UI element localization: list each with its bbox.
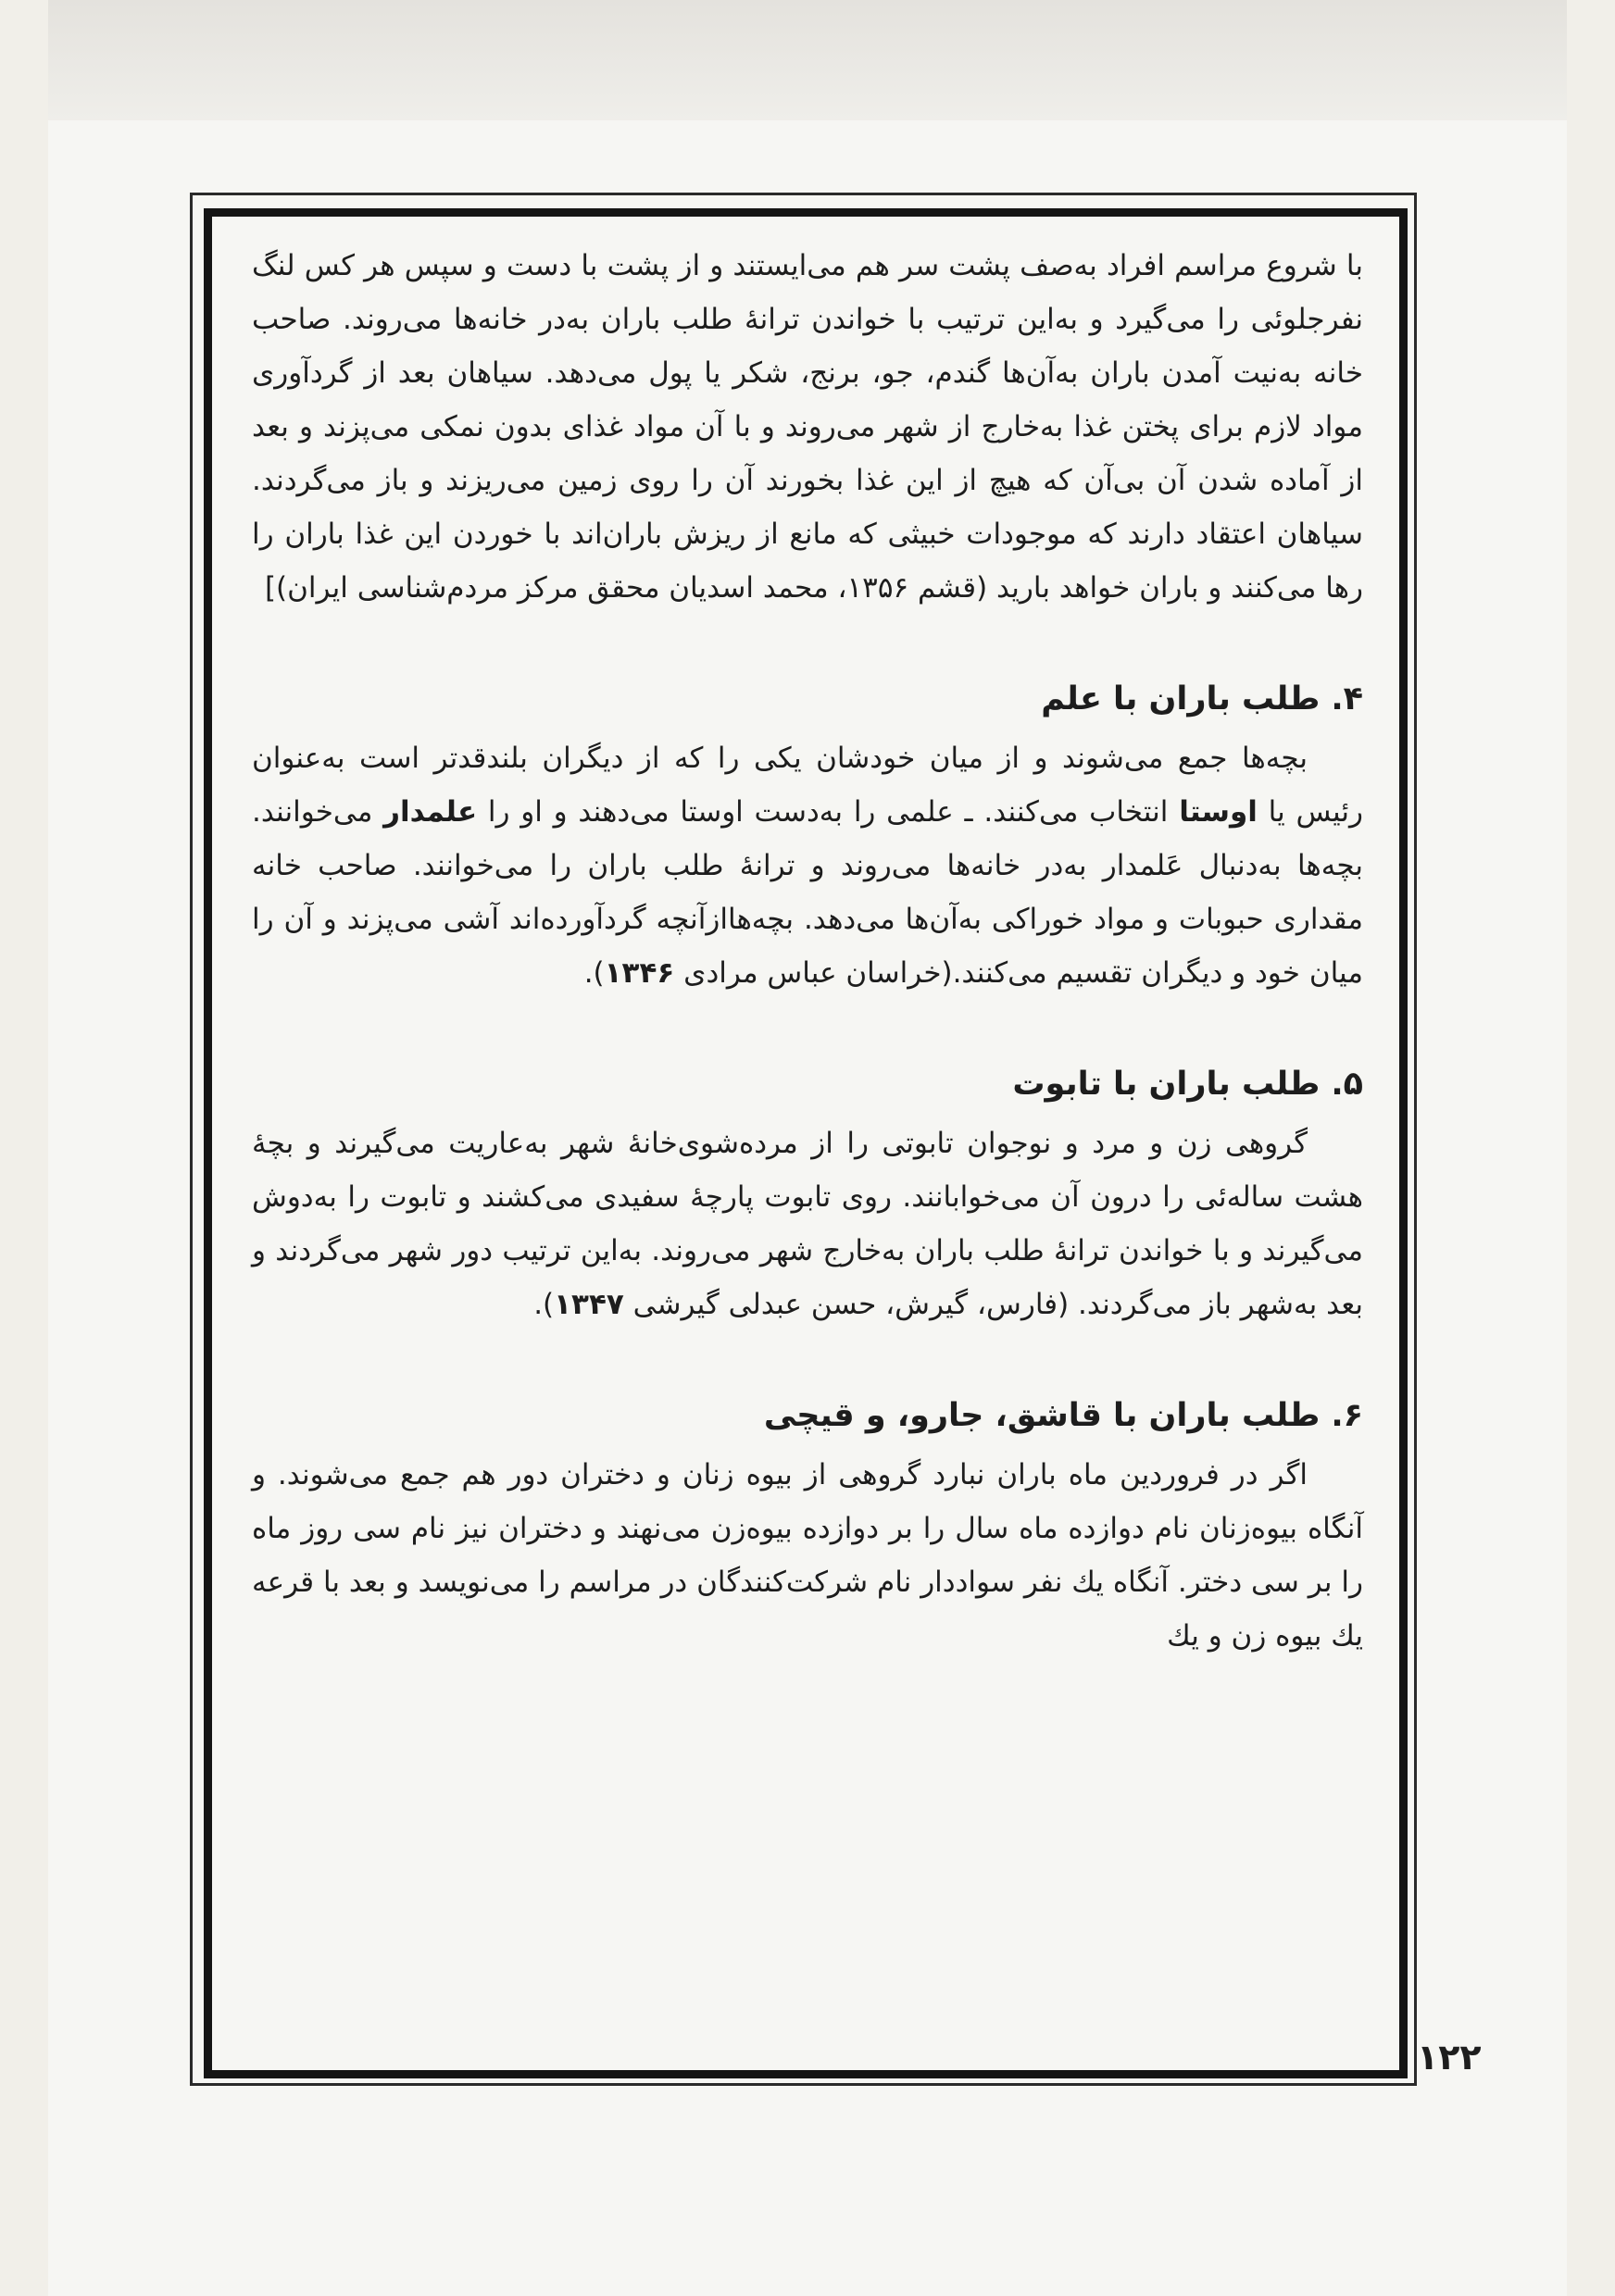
text-run: گروهی زن و مرد و نوجوان تابوتی را از مرده‌شوی‌خانهٔ شهر به‌عاریت می‌گیرند و بچهٔ هشت ساله‌ئی را درون آن می‌خوابانند. روی تابوت پارچهٔ سفیدی می‌کشند و تابوت را به‌دوش می‌گیرند و با خواندن ترانهٔ طلب باران به‌خارج شهر می‌روند. به‌این ترتیب دور شهر می‌گردند و بعد به‌شهر باز می‌گردند. (فارس، گیرش، حسن عبدلی گیرشی — [252, 1127, 1363, 1321]
text-run: بچه‌ها جمع می‌شوند و از میان خودشان یکی را که از دیگران بلندقدتر است به‌عنوان رئیس یا — [252, 742, 1364, 829]
section-number: ۶. — [1331, 1397, 1363, 1434]
bold-year: ۱۳۴۶ — [604, 956, 675, 990]
section-title: طلب باران با علم — [1041, 680, 1321, 718]
section-number: ۴. — [1331, 680, 1363, 718]
section-title: طلب باران با تابوت — [1012, 1066, 1321, 1103]
section-title: طلب باران با قاشق، جارو، و قیچی — [763, 1397, 1321, 1434]
section-heading-5 — [252, 1057, 1363, 1111]
page-number: ۱۲۲ — [1417, 2037, 1482, 2078]
intro-paragraph: با شروع مراسم افراد به‌صف پشت سر هم می‌ایستند و از پشت با دست و سپس هر کس لنگ نفرجلوئی را می‌گیرد و به‌این ترتیب با خواندن ترانهٔ طلب باران به‌در خانه‌ها می‌روند. صاحب خانه به‌نیت آمدن باران به‌آن‌ها گندم، جو، برنج، شکر یا پول می‌دهد. سیاهان بعد از گردآوری مواد لازم برای پختن غذا به‌خارج از شهر می‌روند و با آن مواد غذای بدون نمکی می‌پزند و بعد از آماده شدن آن بی‌آن که هیچ از این غذا بخورند آن را روی زمین می‌ریزند و باز می‌گردند. سیاهان اعتقاد دارند که موجودات خبیثی که مانع از ریزش باران‌اند با خوردن این غذا باران را رها می‌کنند و باران خواهد بارید (قشم ۱۳۵۶، محمد اسدیان محقق مرکز مردم‌شناسی ایران)] — [252, 249, 1363, 605]
text-run: ). — [533, 1288, 555, 1321]
text-run: اگر در فروردین ماه باران نبارد گروهی از بیوه زنان و دختران دور هم جمع می‌شوند. و آنگاه بیوه‌زنان نام دوازده ماه سال را بر دوازده بیوه‌زن می‌نهند و دختران نیز نام سی روز ماه را بر سی دختر. آنگاه یك نفر سواددار نام شرکت‌کنندگان در مراسم را می‌نویسد و بعد با قرعه یك بیوه زن و یك — [252, 1458, 1363, 1653]
page-body — [252, 239, 1363, 1663]
section-paragraph-6 — [252, 1448, 1363, 1663]
text-run: می‌خوانند. بچه‌ها به‌دنبال عَلمدار به‌در خانه‌ها می‌روند و ترانهٔ طلب باران را می‌خوانند. صاحب خانه مقداری حبوبات و مواد خوراکی به‌آن‌ها می‌دهد. بچه‌هاازآنچه گردآورده‌اند آشی می‌پزند و آن را میان خود و دیگران تقسیم می‌کنند.(خراسان عباس مرادی — [252, 795, 1363, 990]
bold-year: ۱۳۴۷ — [554, 1288, 624, 1321]
bold-term-alamdar: علمدار — [383, 795, 478, 829]
section-heading-6 — [252, 1389, 1363, 1442]
section-heading-4 — [252, 672, 1363, 726]
bold-term-ousta: اوستا — [1179, 795, 1258, 829]
page-top-edge — [48, 0, 1567, 120]
section-paragraph-4 — [252, 731, 1363, 1000]
section-number: ۵. — [1331, 1066, 1363, 1103]
text-run: ). — [583, 956, 605, 990]
section-paragraph-5 — [252, 1117, 1363, 1331]
text-run: انتخاب می‌کنند. ـ علمی را به‌دست اوستا می‌دهند و او را — [477, 795, 1180, 829]
